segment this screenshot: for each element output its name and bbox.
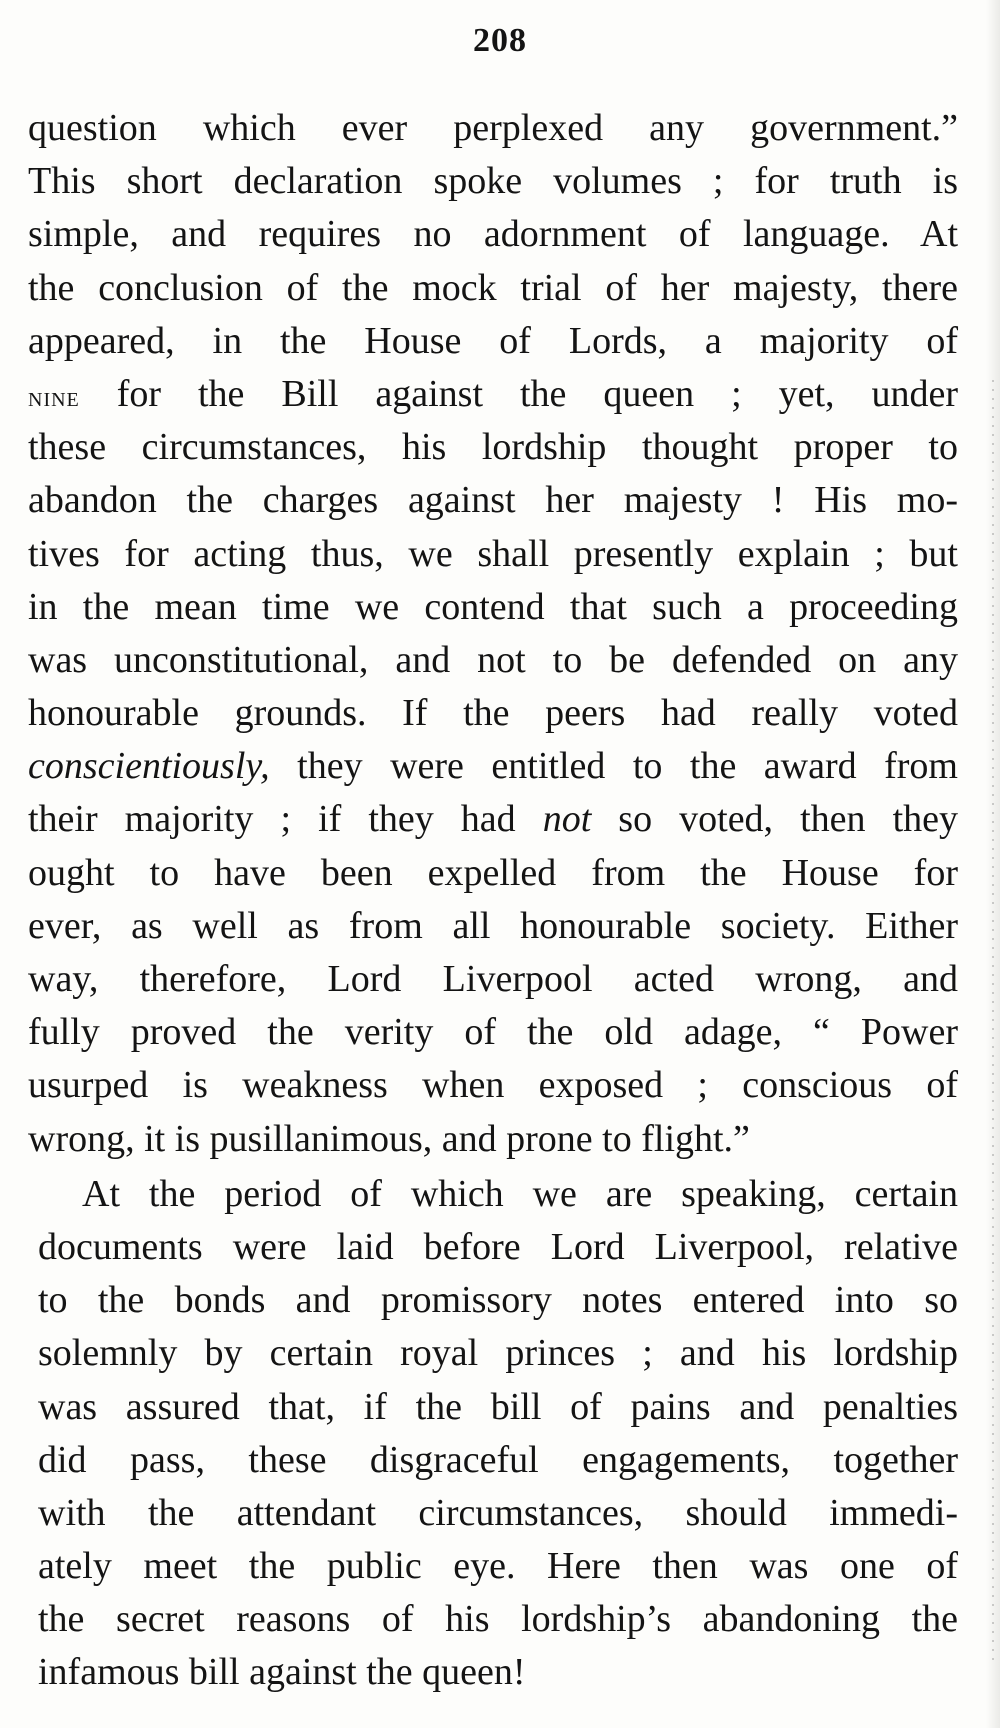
text-line: was assured that, if the bill of pains and penalties [38, 1385, 958, 1428]
text-line: ought to have been expelled from the House for [28, 851, 958, 894]
text-line: infamous bill against the queen! [38, 1651, 526, 1694]
page-number: 208 [473, 22, 527, 59]
text-fragment: their majority ; if they had [28, 798, 543, 841]
text-line: solemnly by certain royal princes ; and his lordship [38, 1332, 958, 1375]
text-line: did pass, these disgraceful engagements, together [38, 1438, 958, 1481]
text-line: fully proved the verity of the old adage, “ Power [28, 1011, 958, 1054]
text-line: ever, as well as from all honourable society. Either [28, 904, 958, 947]
text-line: At the period of which we are speaking, certain [82, 1172, 958, 1215]
text-line: simple, and requires no adornment of language. At [28, 213, 958, 256]
text-line [28, 740, 958, 793]
text-line: question which ever perplexed any government.” [28, 107, 958, 149]
text-line: ately meet the public eye. Here then was one of [38, 1545, 958, 1588]
text-line [28, 793, 958, 846]
text-line: appeared, in the House of Lords, a majority of [28, 319, 958, 362]
text-line: abandon the charges against her majesty ! His mo- [28, 479, 958, 522]
body-text [28, 102, 958, 1700]
paragraph-1 [28, 102, 958, 1166]
text-line: wrong, it is pusillanimous, and prone to flight.” [28, 1117, 750, 1160]
text-line: the conclusion of the mock trial of her majesty, there [28, 266, 958, 309]
italic-word: conscientiously, [28, 745, 270, 788]
text-line: tives for acting thus, we shall presently explain ; but [28, 532, 958, 575]
text-fragment: for the Bill against the queen ; yet, under [79, 372, 958, 415]
text-line: usurped is weakness when exposed ; conscious of [28, 1064, 958, 1107]
text-line: these circumstances, his lordship thought proper to [28, 426, 958, 469]
text-line: was unconstitutional, and not to be defended on any [28, 638, 958, 681]
text-line: way, therefore, Lord Liverpool acted wrong, and [28, 958, 958, 1000]
text-line: the secret reasons of his lordship’s abandoning the [38, 1598, 958, 1641]
text-line [28, 368, 958, 421]
text-line: documents were laid before Lord Liverpool, relative [38, 1225, 958, 1268]
text-line: This short declaration spoke volumes ; for truth is [28, 160, 958, 203]
text-line: to the bonds and promissory notes entered into so [38, 1279, 958, 1322]
page-edge-speckle [992, 380, 994, 1660]
text-line: with the attendant circumstances, should immedi- [38, 1491, 958, 1534]
text-line: honourable grounds. If the peers had really voted [28, 692, 958, 735]
text-line: in the mean time we contend that such a proceeding [28, 585, 958, 628]
small-caps-word: nine [28, 381, 80, 413]
text-fragment: so voted, then they [591, 798, 958, 841]
text-fragment: they were entitled to the award from [269, 745, 958, 788]
paragraph-2 [28, 1168, 958, 1700]
italic-word: not [542, 798, 592, 841]
